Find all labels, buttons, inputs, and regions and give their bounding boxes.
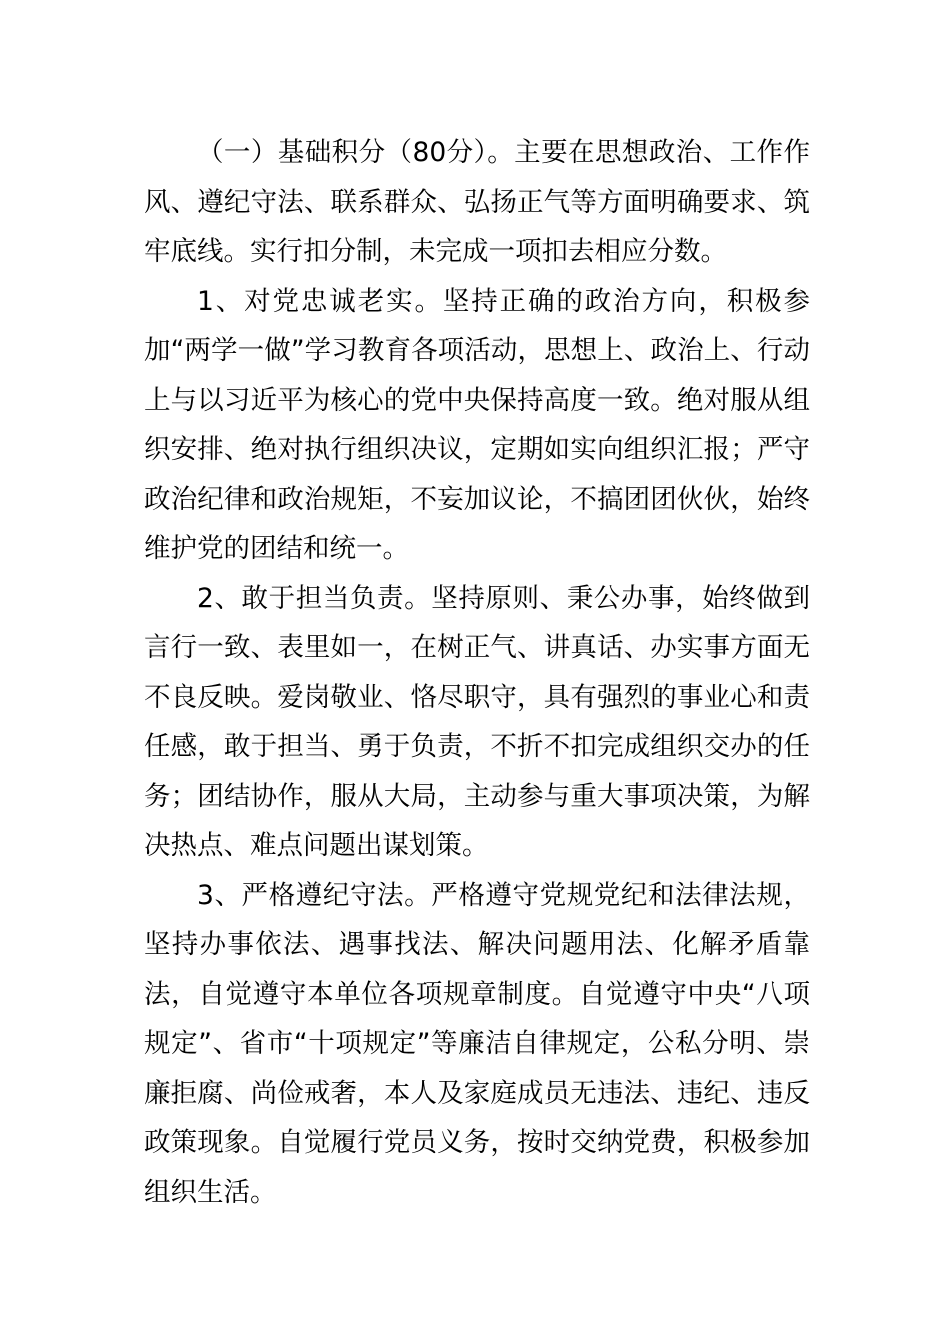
paragraph-discipline: 3、严格遵纪守法。严格遵守党规党纪和法律法规，坚持办事依法、遇事找法、解决问题用法、化解矛盾靠法，自觉遵守本单位各项规章制度。自觉遵守中央“八项规定”、省市“十项规定”等廉洁自律规定，公私分明、崇廉拒腐、尚俭戒奢，本人及家庭成员无违法、违纪、违反政策现象。自觉履行党员义务，按时交纳党费，积极参加组织生活。 [144,879,810,1208]
paragraph-basic-score: （一）基础积分（80分）。主要在思想政治、工作作风、遵纪守法、联系群众、弘扬正气等方面明确要求、筑牢底线。实行扣分制，未完成一项扣去相应分数。 [144,137,810,267]
paragraph-responsibility: 2、敢于担当负责。坚持原则、秉公办事，始终做到言行一致、表里如一，在树正气、讲真话、办实事方面无不良反映。爱岗敬业、恪尽职守，具有强烈的事业心和责任感，敢于担当、勇于负责，不折不扣完成组织交办的任务；团结协作，服从大局，主动参与重大事项决策，为解决热点、难点问题出谋划策。 [144,582,810,861]
document-body [144,128,810,1217]
paragraph-loyalty: 1、对党忠诚老实。坚持正确的政治方向，积极参加“两学一做”学习教育各项活动，思想上、政治上、行动上与以习近平为核心的党中央保持高度一致。绝对服从组织安排、绝对执行组织决议，定期如实向组织汇报；严守政治纪律和政治规矩，不妄加议论，不搞团团伙伙，始终维护党的团结和统一。 [144,285,810,564]
